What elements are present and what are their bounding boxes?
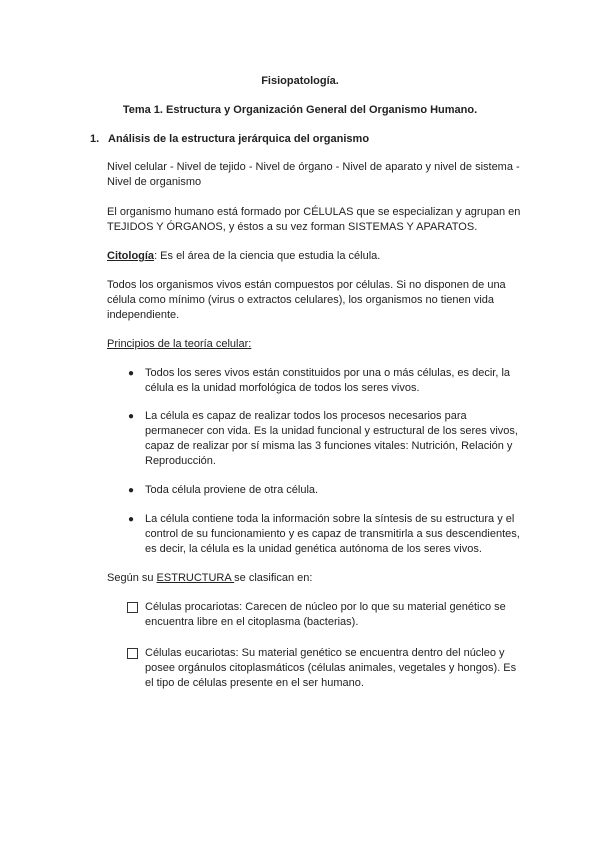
list-item	[145, 483, 525, 498]
page-title: Fisiopatología.	[261, 75, 339, 87]
checkbox-icon	[127, 602, 138, 613]
classify-paragraph	[107, 571, 527, 586]
bullet-icon: ●	[128, 368, 135, 379]
text-line: TEJIDOS Y ÓRGANOS, y éstos a su vez forman SISTEMAS Y APARATOS.	[107, 221, 478, 233]
text-line: capaz de realizar por sí misma las 3 funciones vitales: Nutrición, Relación y	[145, 440, 513, 452]
text-line: Células procariotas: Carecen de núcleo por lo que su material genético se	[145, 601, 506, 613]
bullet-icon: ●	[128, 514, 135, 525]
text-line: célula como mínimo (virus o extractos celulares), los organismos no tienen vida	[107, 294, 494, 306]
classify-term: ESTRUCTURA	[156, 572, 235, 584]
section-heading	[90, 132, 369, 147]
section-title: Análisis de la estructura jerárquica del organismo	[108, 133, 370, 145]
list-item	[145, 409, 525, 469]
text-line: El organismo humano está formado por CÉLULAS que se especializan y agrupan en	[107, 206, 521, 218]
organism-paragraph	[107, 205, 527, 235]
text-line: Reproducción.	[145, 455, 216, 467]
page-subtitle: Tema 1. Estructura y Organización General del Organismo Humano.	[122, 104, 478, 116]
text-line: Nivel celular - Nivel de tejido - Nivel de órgano - Nivel de aparato y nivel de sistema -	[107, 161, 520, 173]
bullet-icon: ●	[128, 411, 135, 422]
text-line: es decir, la célula es la unidad genética autónoma de los seres vivos.	[145, 543, 482, 555]
text-line: control de su funcionamiento y es capaz de transmitirla a sus descendientes,	[145, 528, 520, 540]
bullet-icon: ●	[128, 485, 135, 496]
principles-heading: Principios de la teoría celular:	[107, 338, 252, 350]
text-line: Todos los seres vivos están constituidos por una o más células, es decir, la	[145, 367, 511, 379]
list-item	[145, 600, 525, 630]
checkbox-icon	[127, 648, 138, 659]
text-line: encuentra libre en el citoplasma (bacterias).	[145, 616, 359, 628]
text-line: Toda célula proviene de otra célula.	[145, 484, 319, 496]
cells-paragraph	[107, 278, 527, 323]
text-line: el tipo de células presente en el ser humano.	[145, 677, 364, 689]
text-line: La célula contiene toda la información sobre la síntesis de su estructura y el	[145, 513, 515, 525]
citologia-term: Citología	[107, 250, 155, 262]
text-line: Nivel de organismo	[107, 176, 202, 188]
classify-suffix: se clasifican en:	[234, 572, 313, 584]
text-line: permanecer con vida. Es la unidad funcional y estructural de los seres vivos,	[145, 425, 518, 437]
levels-paragraph	[107, 160, 527, 190]
text-line: La célula es capaz de realizar todos los procesos necesarios para	[145, 410, 467, 422]
text-line: Todos los organismos vivos están compuestos por células. Si no disponen de una	[107, 279, 506, 291]
text-line: Células eucariotas: Su material genético se encuentra dentro del núcleo y	[145, 647, 505, 659]
text-line: independiente.	[107, 309, 180, 321]
citologia-definition: : Es el área de la ciencia que estudia la célula.	[154, 250, 381, 262]
list-item	[145, 366, 525, 396]
citologia-paragraph	[107, 249, 527, 264]
classify-prefix: Según su	[107, 572, 157, 584]
section-number: 1.	[90, 133, 100, 145]
text-line: posee orgánulos citoplasmáticos (células animales, vegetales y hongos). Es	[145, 662, 517, 674]
list-item	[145, 646, 525, 691]
list-item	[145, 512, 525, 557]
text-line: célula es la unidad morfológica de todos los seres vivos.	[145, 382, 420, 394]
